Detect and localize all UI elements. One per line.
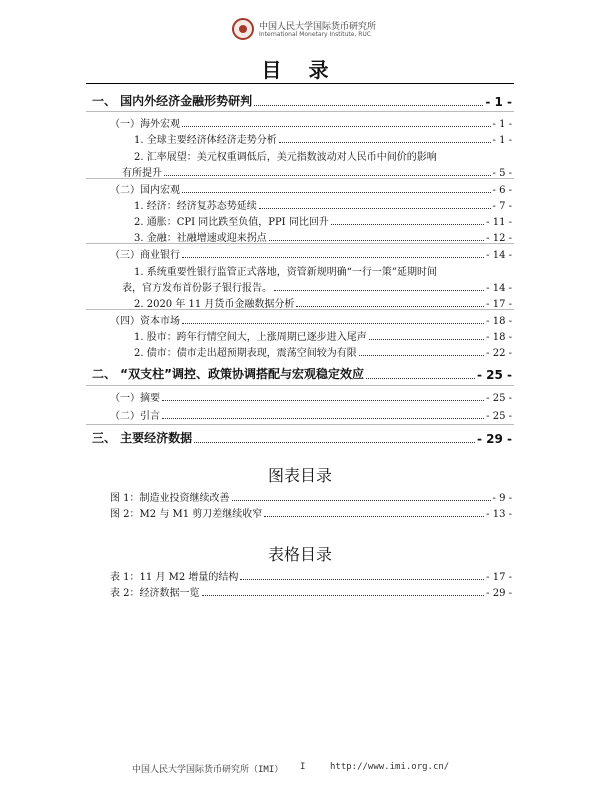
toc-page: - 12 - [486,233,512,244]
figure-entry-2[interactable] [110,505,512,520]
toc-separator [86,385,514,386]
toc-page: - 25 - [476,368,512,382]
toc-label: 2. 2020 年 11 月货币金融数据分析 [134,299,295,310]
toc-section-1-1-1[interactable] [134,131,512,146]
toc-label: 表 1：11 月 M2 增量的结构 [110,572,239,583]
toc-label: 2. 债市：债市走出超预期表现，震荡空间较为有限 [134,348,357,359]
toc-page: - 29 - [476,432,512,446]
toc-label: （二）国内宏观 [110,185,180,196]
toc-label: 二、 “双支柱”调控、政策协调搭配与宏观稳定效应 [92,367,364,381]
figure-entry-1[interactable] [110,489,512,504]
toc-section-1-4-1[interactable] [134,328,512,343]
logo-chinese-name: 中国人民大学国际货币研究所 [259,22,377,32]
toc-separator [86,424,514,425]
toc-page: - 1 - [492,119,512,130]
seal-icon [232,18,254,40]
toc-separator [86,243,514,244]
toc-label: 图 2：M2 与 M1 剪刀差继续收窄 [110,509,263,520]
toc-section-1-4[interactable] [110,312,512,327]
figures-heading: 图表目录 [267,466,332,485]
toc-page: - 25 - [486,411,512,422]
institute-logo [232,18,377,44]
toc-label: （二）引言 [110,411,160,422]
footer-url[interactable]: http://www.imi.org.cn/ [330,762,450,772]
toc-section-1-3-2[interactable] [134,295,512,310]
toc-page: - 14 - [486,283,512,294]
toc-label: 3. 金融：社融增速或迎来拐点 [134,233,267,244]
footer-organization: 中国人民大学国际货币研究所（IMI） [132,765,284,775]
toc-section-1-2-1[interactable] [134,197,512,212]
toc-page: - 5 - [492,168,512,179]
toc-section-1-2[interactable] [110,181,512,196]
toc-section-1-3-1-line1[interactable]: 1. 系统重要性银行监管正式落地，资管新规明确“一行一策”延期时间 [134,267,437,278]
toc-label: （一）海外宏观 [110,119,180,130]
toc-page: - 13 - [486,509,512,520]
toc-page: - 14 - [486,250,512,261]
toc-label: 图 1：制造业投资继续改善 [110,493,230,504]
toc-section-1-2-2[interactable] [134,213,512,228]
toc-label: （三）商业银行 [110,250,180,261]
toc-section-2-2[interactable] [110,407,512,422]
toc-page: - 29 - [486,588,512,599]
toc-separator [86,178,514,179]
toc-label: 三、 主要经济数据 [92,431,193,445]
toc-section-1-3-1[interactable] [122,279,512,294]
toc-label: 一、 国内外经济金融形势研判 [92,94,253,108]
toc-label: 2. 通胀：CPI 同比跌至负值，PPI 同比回升 [134,217,329,228]
toc-section-1-4-2[interactable] [134,344,512,359]
page-title: 目 录 [261,58,339,82]
toc-page: - 18 - [486,316,512,327]
toc-separator [86,309,514,310]
table-entry-2[interactable] [110,584,512,599]
toc-page: - 18 - [486,332,512,343]
toc-label: （四）资本市场 [110,316,180,327]
toc-label: 表 2：经济数据一览 [110,588,200,599]
toc-page: - 7 - [492,201,512,212]
toc-section-1-1[interactable] [110,115,512,130]
toc-label: 1. 全球主要经济体经济走势分析 [134,135,277,146]
toc-page: - 9 - [492,493,512,504]
toc-section-1-1-2[interactable] [122,164,512,179]
toc-page: - 25 - [486,393,512,404]
footer-page-number: I [300,762,306,772]
toc-page: - 17 - [486,299,512,310]
toc-page: - 22 - [486,348,512,359]
toc-section-1[interactable] [92,92,512,109]
title-divider [86,83,514,84]
toc-page: - 1 - [485,95,512,109]
table-entry-1[interactable] [110,568,512,583]
toc-label: 有所提升 [122,168,162,179]
logo-english-name: International Monetary Institute, RUC [259,31,371,38]
toc-page: - 11 - [486,217,512,228]
toc-label: （一）摘要 [110,393,160,404]
toc-section-2-1[interactable] [110,389,512,404]
toc-section-2[interactable] [92,365,512,382]
toc-section-1-3[interactable] [110,246,512,261]
tables-heading: 表格目录 [267,545,332,564]
toc-section-1-2-3[interactable] [134,229,512,244]
toc-page: - 6 - [492,185,512,196]
toc-page: - 17 - [486,572,512,583]
toc-label: 1. 经济：经济复苏态势延续 [134,201,257,212]
toc-label: 表，官方发布首份影子银行报告。 [122,283,272,294]
toc-page: - 1 - [492,135,512,146]
toc-section-1-1-2-line1[interactable]: 2. 汇率展望：美元权重调低后，美元指数波动对人民币中间价的影响 [134,152,437,163]
toc-section-3[interactable] [92,429,512,446]
toc-separator [86,111,514,112]
toc-label: 1. 股市：跨年行情空间大，上涨周期已逐步进入尾声 [134,332,367,343]
